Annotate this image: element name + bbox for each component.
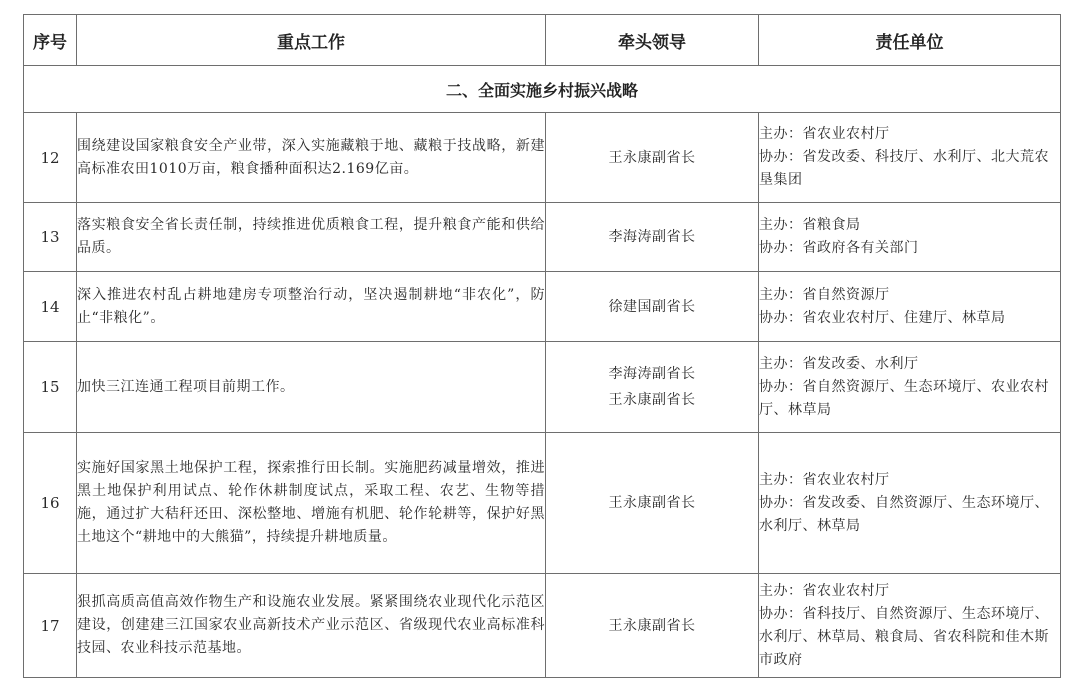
unit-host: 主办：省粮食局 (759, 217, 861, 233)
table-row (24, 203, 1061, 272)
table-row (24, 574, 1061, 678)
row-leaders (546, 113, 759, 203)
row-units (759, 113, 1061, 203)
row-leaders (546, 203, 759, 272)
header-work: 重点工作 (77, 15, 546, 66)
unit-assist: 协办：省科技厅、自然资源厅、生态环境厅、水利厅、林草局、粮食局、省农科院和佳木斯市政府 (759, 605, 1049, 668)
row-work-text: 深入推进农村乱占耕地建房专项整治行动，坚决遏制耕地“非农化”，防止“非粮化”。 (77, 286, 545, 326)
row-work (77, 433, 546, 574)
leader-name: 李海涛副省长 (608, 366, 696, 382)
unit-assist: 协办：省政府各有关部门 (759, 240, 919, 256)
row-index: 12 (24, 113, 77, 203)
unit-host: 主办：省农业农村厅 (759, 471, 890, 488)
leader-name: 徐建国副省长 (608, 298, 696, 315)
unit-host: 主办：省自然资源厅 (759, 286, 890, 303)
row-work-text: 围绕建设国家粮食安全产业带，深入实施藏粮于地、藏粮于技战略，新建高标准农田1010万亩，粮食播种面积达2.169亿亩。 (77, 137, 545, 177)
key-work-table (23, 14, 1061, 678)
row-leaders (546, 342, 759, 433)
header-unit: 责任单位 (759, 15, 1061, 66)
row-work (77, 113, 546, 203)
section-row (24, 66, 1061, 113)
table-row (24, 272, 1061, 342)
row-units (759, 203, 1061, 272)
row-work (77, 203, 546, 272)
leader-name: 王永康副省长 (608, 392, 696, 408)
row-index: 15 (24, 342, 77, 433)
row-work-text: 实施好国家黑土地保护工程，探索推行田长制。实施肥药减量增效，推进黑土地保护利用试点、轮作休耕制度试点，采取工程、农艺、生物等措施，通过扩大秸秆还田、深松整地、增施有机肥、轮作轮耕等，保护好黑土地这个“耕地中的大熊猫”，持续提升耕地质量。 (77, 460, 545, 545)
table-row (24, 342, 1061, 433)
header-leader: 牵头领导 (546, 15, 759, 66)
unit-host: 主办：省发改委、水利厅 (759, 355, 919, 372)
row-work-text: 落实粮食安全省长责任制，持续推进优质粮食工程，提升粮食产能和供给品质。 (77, 217, 545, 256)
row-work-text: 狠抓高质高值高效作物生产和设施农业发展。紧紧围绕农业现代化示范区建设，创建建三江国家农业高新技术产业示范区、省级现代农业高标准科技园、农业科技示范基地。 (77, 594, 545, 656)
row-leaders (546, 433, 759, 574)
row-units (759, 433, 1061, 574)
table-header-row (24, 15, 1061, 66)
row-index: 17 (24, 574, 77, 678)
row-work (77, 272, 546, 342)
header-index: 序号 (24, 15, 77, 66)
row-units (759, 342, 1061, 433)
leader-name: 王永康副省长 (608, 617, 696, 634)
table-row (24, 433, 1061, 574)
row-work-text: 加快三江连通工程项目前期工作。 (77, 378, 295, 395)
unit-host: 主办：省农业农村厅 (759, 126, 890, 142)
unit-host: 主办：省农业农村厅 (759, 582, 890, 599)
row-work (77, 342, 546, 433)
row-units (759, 272, 1061, 342)
row-leaders (546, 574, 759, 678)
row-units (759, 574, 1061, 678)
unit-assist: 协办：省自然资源厅、生态环境厅、农业农村厅、林草局 (759, 378, 1049, 418)
unit-assist: 协办：省农业农村厅、住建厅、林草局 (759, 309, 1006, 326)
leader-name: 王永康副省长 (608, 149, 696, 166)
unit-assist: 协办：省发改委、自然资源厅、生态环境厅、水利厅、林草局 (759, 494, 1049, 534)
unit-assist: 协办：省发改委、科技厅、水利厅、北大荒农垦集团 (759, 149, 1049, 188)
section-title: 二、全面实施乡村振兴战略 (24, 66, 1061, 113)
row-leaders (546, 272, 759, 342)
table-row (24, 113, 1061, 203)
row-index: 13 (24, 203, 77, 272)
leader-name: 王永康副省长 (608, 495, 696, 511)
row-index: 14 (24, 272, 77, 342)
row-index: 16 (24, 433, 77, 574)
leader-name: 李海涛副省长 (608, 229, 696, 245)
row-work (77, 574, 546, 678)
